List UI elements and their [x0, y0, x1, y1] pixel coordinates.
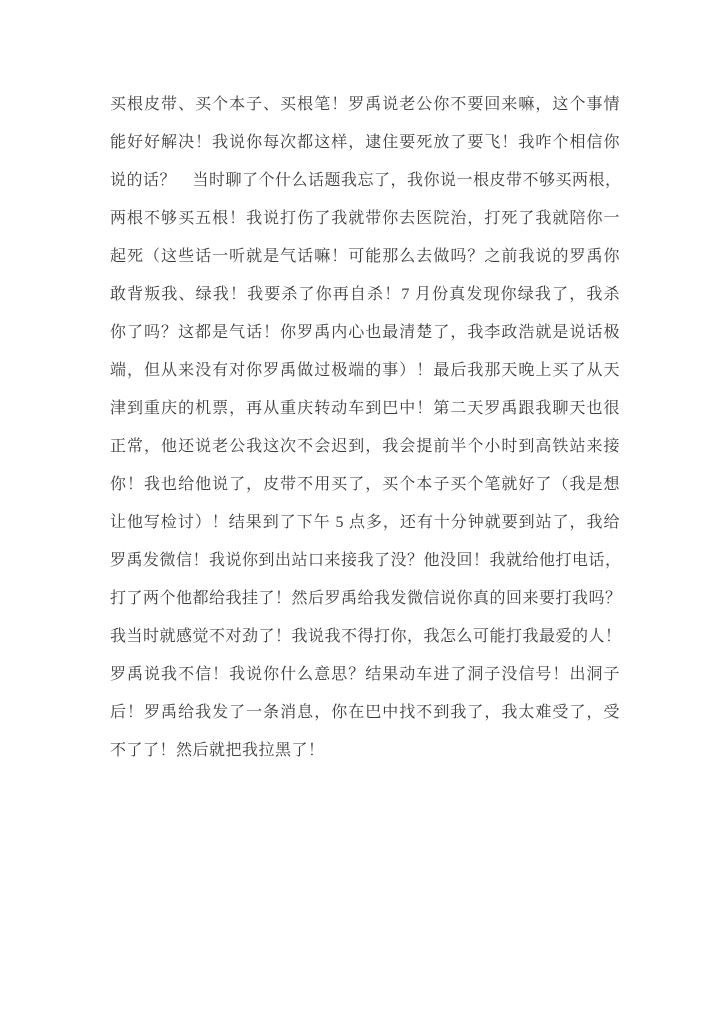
- text-line-8: 端，但从来没有对你罗禹做过极端的事）！最后我那天晚上买了从天: [110, 362, 620, 379]
- document-text-block: [110, 86, 620, 770]
- text-line-7: 你了吗？这都是气话！你罗禹内心也最清楚了，我李政浩就是说话极: [110, 324, 620, 341]
- text-line-4: 两根不够买五根！我说打伤了我就带你去医院治，打死了我就陪你一: [110, 210, 620, 227]
- text-line-2: 能好好解决！我说你每次都这样，逮住要死放了要飞！我咋个相信你: [110, 134, 620, 151]
- text-line-6: 敢背叛我、绿我！我要杀了你再自杀！7 月份真发现你绿我了，我杀: [110, 286, 620, 303]
- text-line-5: 起死（这些话一听就是气话嘛！可能那么去做吗？之前我说的罗禹你: [110, 248, 620, 265]
- text-line-3: 说的话？ 当时聊了个什么话题我忘了，我你说一根皮带不够买两根，: [110, 172, 622, 189]
- text-line-18: 不了了！然后就把我拉黑了！: [110, 742, 325, 759]
- text-line-15: 我当时就感觉不对劲了！我说我不得打你，我怎么可能打我最爱的人！: [110, 628, 622, 645]
- text-line-17: 后！罗禹给我发了一条消息，你在巴中找不到我了，我太难受了，受: [110, 704, 620, 721]
- text-line-9: 津到重庆的机票，再从重庆转动车到巴中！第二天罗禹跟我聊天也很: [110, 400, 620, 417]
- text-line-1: 买根皮带、买个本子、买根笔！罗禹说老公你不要回来嘛，这个事情: [110, 96, 620, 113]
- text-line-14: 打了两个他都给我挂了！然后罗禹给我发微信说你真的回来要打我吗？: [110, 590, 622, 607]
- text-line-13: 罗禹发微信！我说你到出站口来接我了没？他没回！我就给他打电话，: [110, 552, 622, 569]
- text-line-11: 你！我也给他说了，皮带不用买了，买个本子买个笔就好了（我是想: [110, 476, 620, 493]
- text-line-12: 让他写检讨）！结果到了下午 5 点多，还有十分钟就要到站了，我给: [110, 514, 620, 531]
- text-line-10: 正常，他还说老公我这次不会迟到，我会提前半个小时到高铁站来接: [110, 438, 620, 455]
- text-line-16: 罗禹说我不信！我说你什么意思？结果动车进了洞子没信号！出洞子: [110, 666, 620, 683]
